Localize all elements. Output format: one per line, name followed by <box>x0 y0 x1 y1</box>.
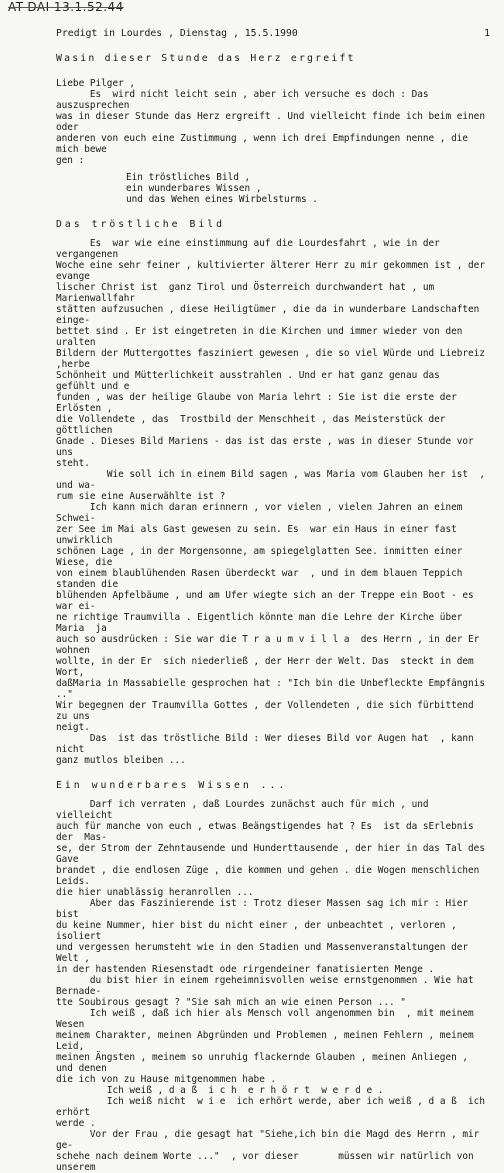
paragraph: Wie soll ich in einem Bild sagen , was Maria vom Glauben her ist , und wa- rum sie eine Auserwählte ist ? <box>56 469 485 502</box>
header-text: Predigt in Lourdes , Dienstag , 15.5.1990 <box>56 28 298 39</box>
section-heading-1: Das tröstliche Bild <box>56 219 226 230</box>
topic-item: Ein tröstliches Bild , <box>126 172 251 183</box>
sermon-title: Wasin dieser Stunde das Herz ergreift <box>56 53 356 64</box>
page-number: 1 <box>484 28 490 39</box>
paragraph: Ich weiß , d a ß i c h e r h ö r t w e r d e . Ich weiß nicht w i e ich erhört werde, aber ich weiß , d a ß ich erhört werde . <box>56 1085 485 1129</box>
intro-paragraph: Es wird nicht leicht sein , aber ich versuche es doch : Das auszusprechen was in dieser Stunde das Herz ergreift . Und vielleicht finde ich beim einen oder anderen von euch eine Zustimmung , wenn ich drei Empfindungen nenne , die mich bewe gen : <box>56 89 485 166</box>
greeting: Liebe Pilger , <box>56 78 136 89</box>
topic-list <box>126 172 490 205</box>
paragraph: Ich kann mich daran erinnern , vor vielen , vielen Jahren an einem Schwei- zer See im Mai als Gast gewesen zu sein. Es war ein Haus in einer fast unwirklich schönen Lage , in der Morgensonne, am spiegelglatten See. inmitten einer Wiese, die von einem blaublühenden Rasen überdeckt war , und in dem blauen Teppich standen die blühenden Apfelbäume , und am Ufer wiegte sich an der Treppe ein Boot - es war ei- ne richtige Traumvilla . Eigentlich könnte man die Lehre der Kirche über Maria ja auch so ausdrücken : Sie war die T r a u m v i l l a des Herrn , in der Er wohnen wollte, in der Er sich niederließ , der Herr der Welt. Das steckt in dem Wort, daßMaria in Massabielle gesprochen hat : "Ich bin die Unbefleckte Empfängnis .." Wir begegnen der Traumvilla Gottes , der Vollendeten , die sich fürbittend zu uns neigt. <box>56 502 485 733</box>
section-heading-2: Ein wunderbares Wissen ... <box>56 780 288 791</box>
paragraph: Aber das Faszinierende ist : Trotz dieser Massen sag ich mir : Hier bist du keine Nummer, hier bist du nicht einer , der unbeachtet , verloren , isoliert und vergessen herumsteht wie in den Stadien und Massenveranstaltungen der Welt , in der hastenden Riesenstadt ode rirgendeiner fanatisierten Menge . du bist hier in einem rgeheimnisvollen weise ernstgenommen . Wie hat Bernade- tte Soubirous gesagt ? "Sie sah mich an wie einen Person ... " <box>56 898 474 1008</box>
document-header <box>56 28 490 39</box>
topic-item: und das Wehen eines Wirbelsturms . <box>126 194 318 205</box>
topic-item: ein wunderbares Wissen , <box>126 183 262 194</box>
paragraph: Ich weiß , daß ich hier als Mensch voll angenommen bin , mit meinem Wesen meinem Charakter, meinen Abgründen und Problemen , meinen Fehlern , meinem Leid, meinen Ängsten , meinem so unruhig flackernde Glauben , meinen Anliegen , und denen die ich von zu Hause mitgenommen habe . <box>56 1008 474 1085</box>
paragraph: Es war wie eine einstimmung auf die Lourdesfahrt , wie in der vergangenen Woche eine sehr feiner , kultivierter älterer Herr zu mir gekommen ist , der evange lischer Christ ist ganz Tirol und Österreich durchwandert hat , um Marienwallfahr stätten aufzusuchen , diese Heiligtümer , die da in wunderbare Landschaften einge- bettet sind . Er ist eingetreten in die Kirchen und immer wieder von den uralten Bildern der Muttergottes fasziniert gewesen , die so viel Würde und Liebreiz ,herbe Schönheit und Mütterlichkeit ausstrahlen . Und er hat ganz genau das gefühlt und e funden , was der heilige Glaube von Maria lehrt : Sie ist die erste der Erlösten , die Vollendete , das Trostbild der Menschheit , das Meisterstück der göttlichen Gnade . Dieses Bild Mariens - das ist das erste , was in dieser Stunde vor uns steht. <box>56 238 485 469</box>
paragraph: Das ist das tröstliche Bild : Wer dieses Bild vor Augen hat , kann nicht ganz mutlos bleiben ... <box>56 733 474 766</box>
paragraph: Darf ich verraten , daß Lourdes zunächst auch für mich , und vielleicht auch für manche von euch , etwas Beängstigendes hat ? Es ist da sErlebnis der Mas- se, der Strom der Zehntausende und Hunderttausende , der hier in das Tal des Gave brandet , die endlosen Züge , die kommen und gehen . die Wogen menschlichen Leids. die hier unablässig heranrollen ... <box>56 799 485 898</box>
paragraph: Vor der Frau , die gesagt hat "Siehe,ich bin die Magd des Herrn , mir ge- schehe nach deinem Worte ..." , vor dieser müssen wir natürlich von unserem <box>56 1129 480 1173</box>
archive-stamp: AT-DAI 13.1.52.44 <box>8 0 124 14</box>
